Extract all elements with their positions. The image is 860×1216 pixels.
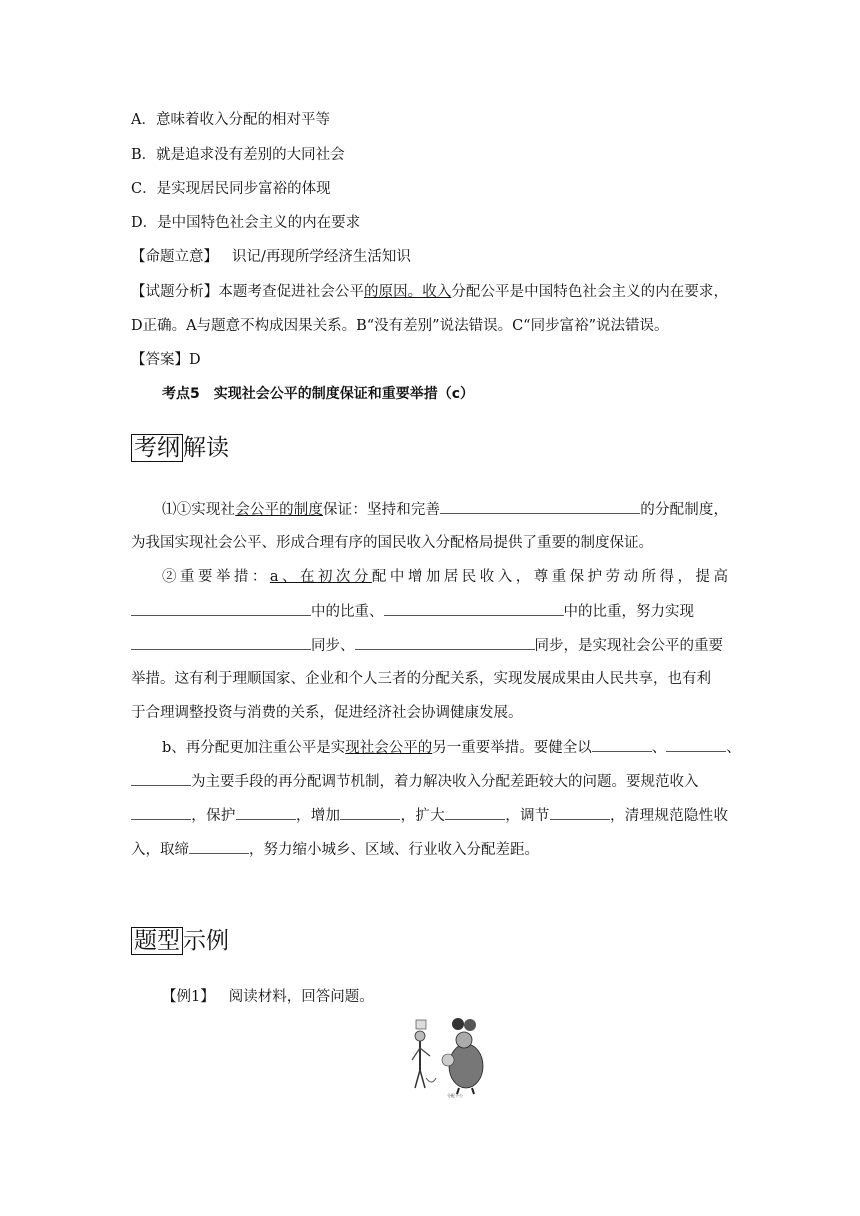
intent-label: 【命题立意】: [131, 249, 218, 265]
p2-line-2: [131, 601, 694, 622]
p1-line-2: 为我国实现社会公平、形成合理有序的国民收入分配格局提供了重要的制度保证。: [131, 535, 653, 551]
analysis-text-b: 分配公平是中国特色社会主义的内在要求，: [451, 284, 728, 300]
blank: [550, 805, 610, 820]
p3-text: ，清理规范隐性收: [609, 808, 729, 824]
heading-rest-text: 示例: [183, 928, 229, 954]
section-heading-tixing: [131, 926, 229, 956]
p3-line-4: [131, 839, 539, 860]
option-b: B．就是追求没有差别的大同社会: [131, 147, 345, 163]
blank: [440, 499, 640, 514]
p3-text: ，保护: [191, 808, 236, 824]
blank: [236, 805, 296, 820]
p2-line-3: [131, 635, 723, 656]
option-d: D．是中国特色社会主义的内在要求: [131, 215, 361, 231]
heading-rest-text: 解读: [183, 435, 229, 461]
option-c: C．是实现居民同步富裕的体现: [131, 181, 331, 197]
analysis-line-2: D正确。A与题意不构成因果关系。B“没有差别”说法错误。C“同步富裕”说法错误。: [131, 318, 669, 334]
option-a: A．意味着收入分配的相对平等: [131, 112, 330, 128]
p1-underlined: 会公平的制度: [235, 502, 324, 518]
analysis-underlined: 的原因。收入: [364, 284, 452, 300]
analysis-line-1: [131, 282, 728, 302]
p2-text: 中的比重、: [311, 604, 384, 620]
intent-text: 识记/再现所学经济生活知识: [232, 249, 411, 265]
p3-text: ，调节: [505, 808, 550, 824]
p2-text-a: ②重要举措：: [162, 569, 270, 585]
example-text: 阅读材料，回答问题。: [228, 989, 374, 1005]
example-line: [162, 987, 374, 1007]
p1-line-1: [162, 499, 728, 520]
p3-sep: 、: [726, 740, 741, 756]
analysis-label: 【试题分析】: [131, 284, 219, 300]
p3-line-3: [131, 805, 728, 826]
p1-text-a: ⑴①实现社: [162, 502, 236, 518]
section-heading-kaogang: [131, 433, 229, 463]
blank: [592, 737, 652, 752]
p1-text-c: 的分配制度，: [640, 502, 729, 518]
p2-line-5: 于合理调整投资与消费的关系，促进经济社会协调健康发展。: [131, 705, 523, 721]
p2-text: 中的比重，努力实现: [563, 604, 694, 620]
blank: [131, 771, 191, 786]
p2-text: 同步、: [311, 638, 355, 654]
p2-text-b: 配中增加居民收入，尊重保护劳动所得，提高: [371, 569, 729, 585]
p3-text: 为主要手段的再分配调节机制，着力解决收入分配差距较大的问题。要规范收入: [191, 774, 699, 790]
heading-boxed-text: 题型: [131, 927, 183, 955]
p3-underlined: 现社会公平的: [345, 740, 433, 756]
kaodian-title: 考点5 实现社会公平的制度保证和重要举措（c）: [162, 386, 475, 402]
cartoon-image: [406, 1016, 488, 1098]
p3-text-a: b、再分配更加注重公平是实: [162, 740, 346, 756]
p3-text: ，增加: [295, 808, 341, 824]
p2-line-1: [162, 567, 728, 587]
blank: [340, 805, 400, 820]
blank: [445, 805, 505, 820]
answer: 【答案】D: [131, 352, 201, 368]
blank: [131, 601, 311, 616]
p3-text: ，扩大: [400, 808, 446, 824]
p3-text: 入，取缔: [131, 842, 189, 858]
p1-text-b: 保证：坚持和完善: [323, 502, 441, 518]
blank: [666, 737, 726, 752]
blank: [355, 635, 535, 650]
p2-line-4: 举措。这有利于理顺国家、企业和个人三者的分配关系，实现发展成果由人民共享，也有利: [131, 671, 711, 687]
p3-line-2: [131, 771, 699, 792]
p3-text-b: 另一重要举措。要健全以: [432, 740, 592, 756]
p3-text: ，努力缩小城乡、区域、行业收入分配差距。: [249, 842, 539, 858]
blank: [131, 635, 311, 650]
blank: [384, 601, 564, 616]
p3-sep: 、: [651, 740, 667, 756]
heading-boxed-text: 考纲: [131, 434, 183, 462]
analysis-text-a: 本题考查促进社会公平: [218, 284, 364, 300]
p2-text: 同步，是实现社会公平的重要: [534, 638, 723, 654]
example-label: 【例1】: [162, 989, 215, 1005]
blank: [131, 805, 191, 820]
blank: [189, 839, 249, 854]
cartoon-caption: 分配不公: [447, 1093, 463, 1098]
p2-underlined: a、在初次分: [269, 569, 372, 585]
p3-line-1: [162, 737, 741, 758]
intent-line: [131, 247, 411, 267]
